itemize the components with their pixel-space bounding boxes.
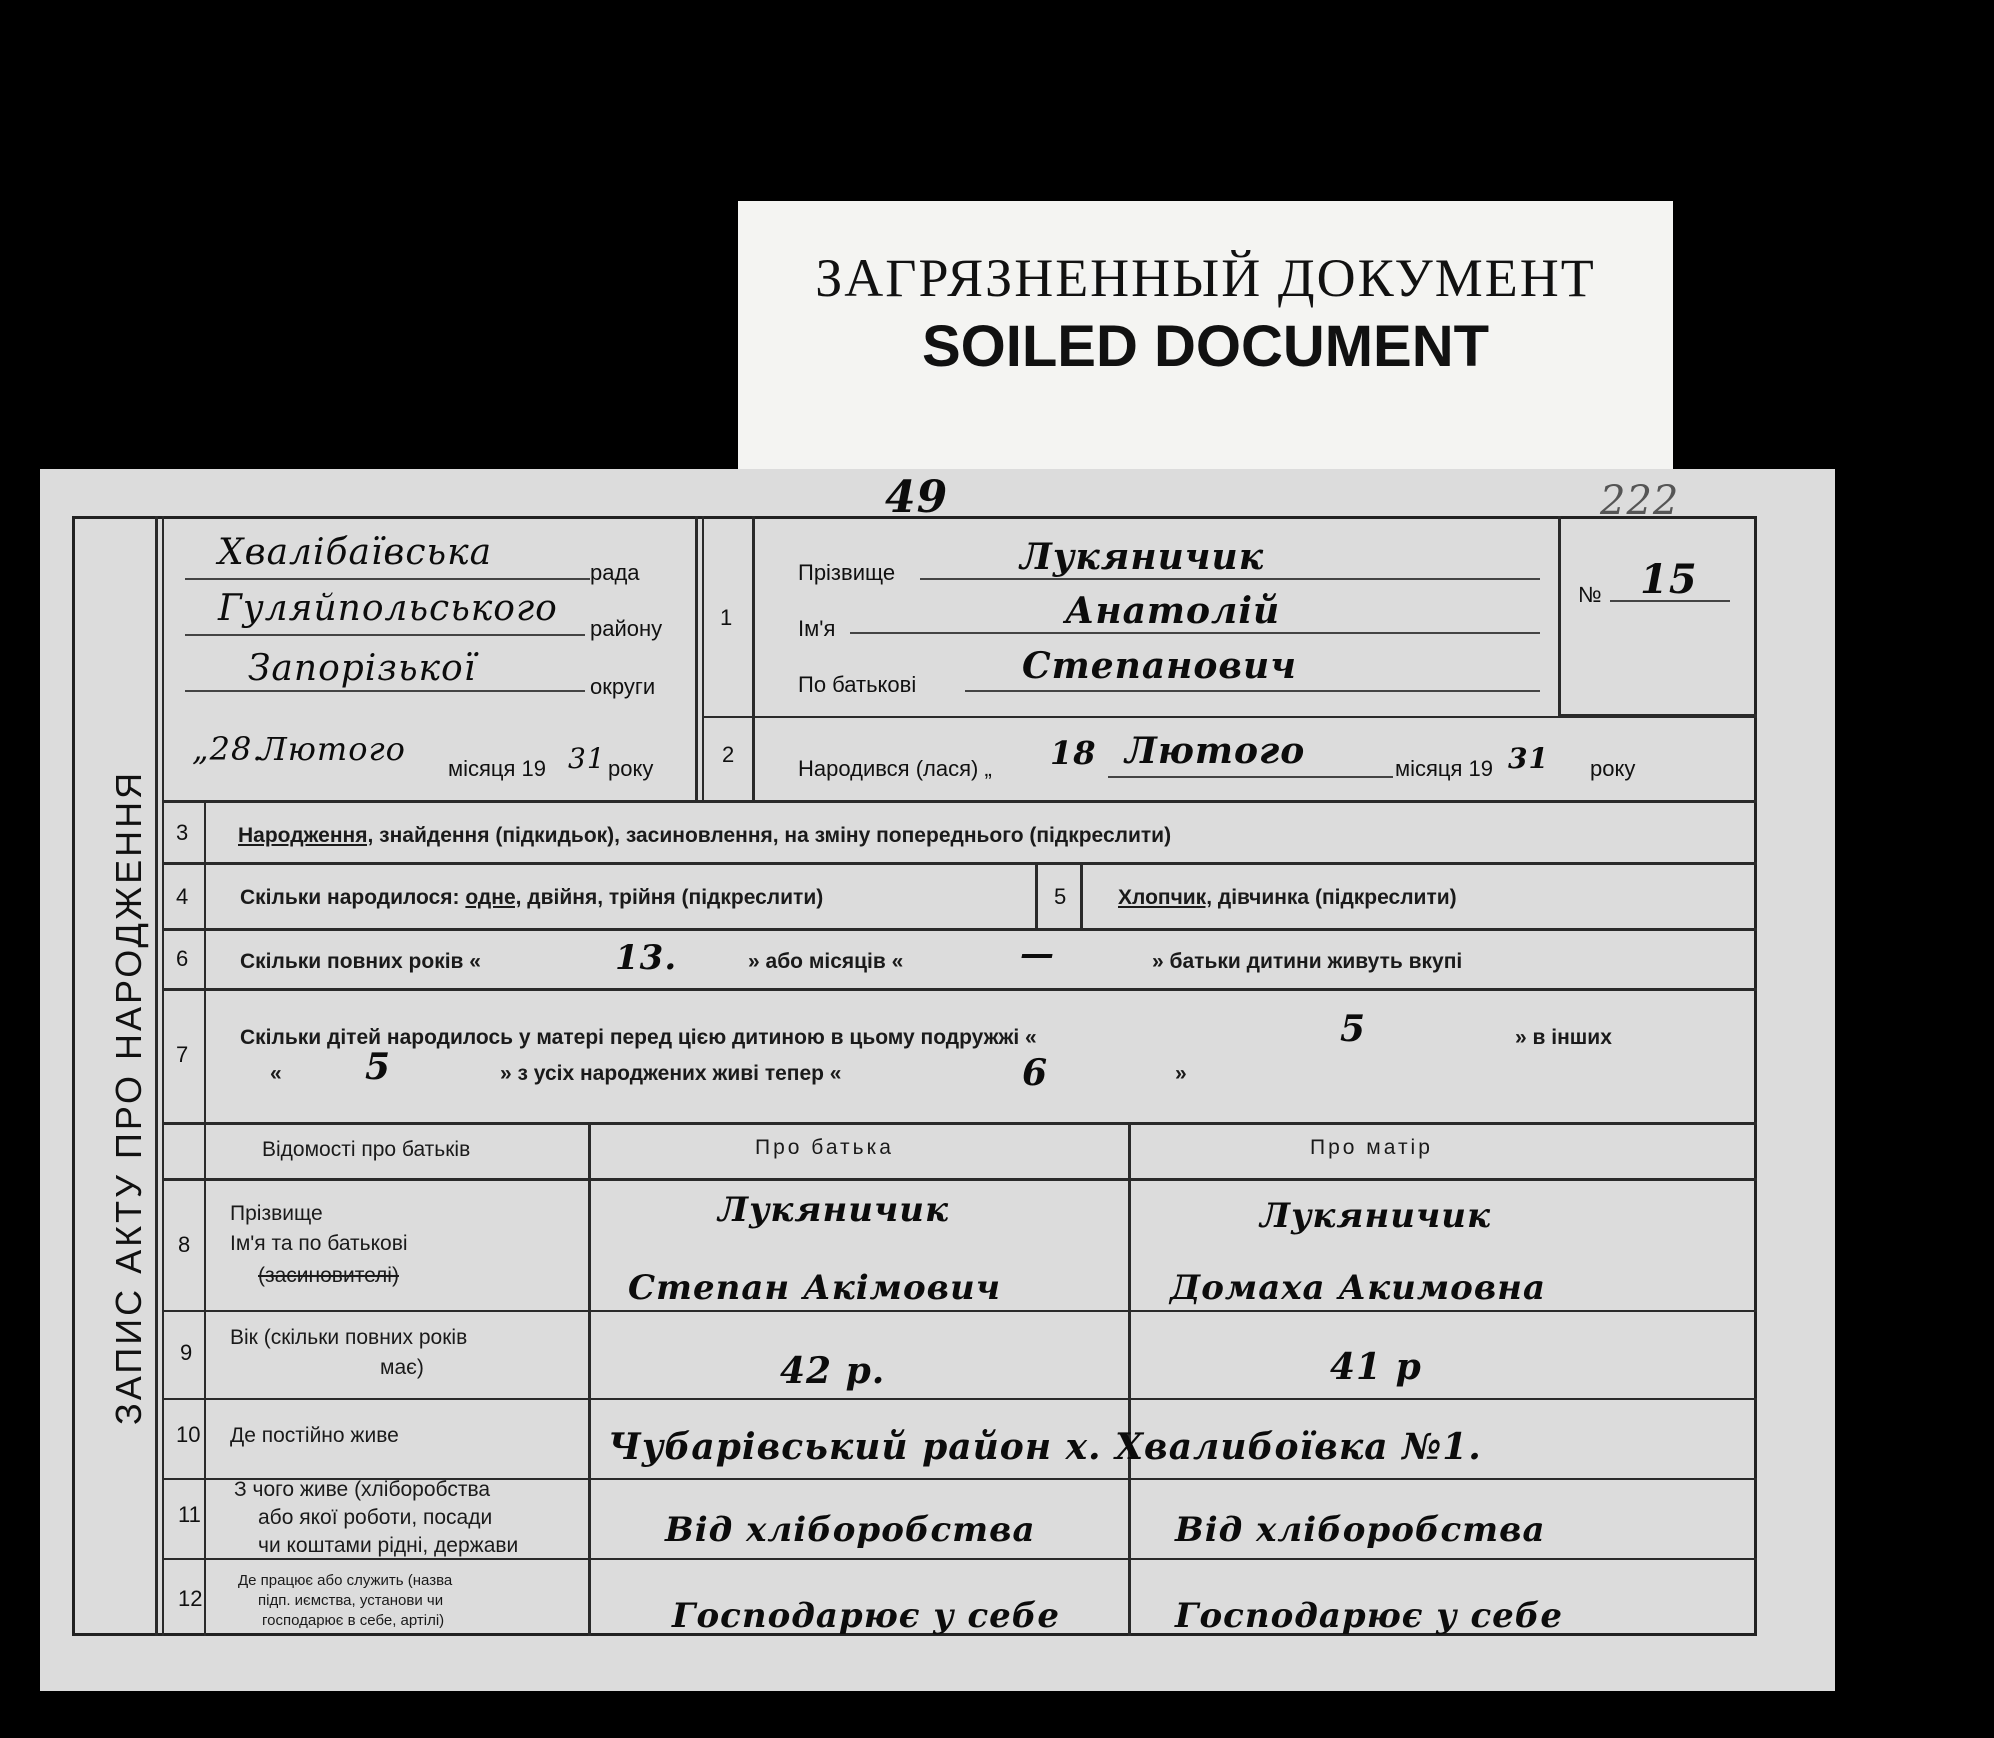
row9-bottom <box>162 1398 1757 1400</box>
name-label: Ім'я <box>798 616 836 641</box>
row10-number: 10 <box>176 1422 201 1447</box>
okruha-line <box>185 690 585 692</box>
rada-label: рада <box>590 560 640 585</box>
row7-children-other: 5 <box>365 1046 392 1088</box>
mother-age: 41 р <box>1330 1346 1422 1388</box>
row6-text-a: Скільки повних років « <box>240 950 481 973</box>
name-line <box>850 632 1540 634</box>
registration-month: Лютого <box>260 730 406 768</box>
father-surname: Лукяничик <box>718 1190 950 1230</box>
mother-occupation: Від хліборобства <box>1175 1510 1546 1550</box>
row7-line1: Скільки дітей народилось у матері перед цією дитиною в цьому подружжі « <box>240 1026 1037 1049</box>
row5-num-divider <box>1080 862 1083 928</box>
row9-label2: має) <box>380 1356 424 1379</box>
row7-line1-end: » в інших <box>1515 1026 1612 1049</box>
row8-bottom <box>162 1310 1757 1312</box>
patronymic-line <box>965 690 1540 692</box>
row7-line2: » з усіх народжених живі тепер « <box>500 1062 842 1085</box>
row3-bottom <box>162 862 1757 865</box>
row4-text-a: Скільки народилося: <box>240 886 466 909</box>
row1-number: 1 <box>720 605 733 630</box>
surname-line <box>920 578 1540 580</box>
row8-label3: (засиновителі) <box>258 1264 399 1287</box>
registration-year-label: року <box>608 756 654 781</box>
row7-alive: 6 <box>1022 1052 1049 1094</box>
row12-label2: підп. иємства, установи чи <box>258 1592 444 1609</box>
row4-text-b: двійня, трійня (підкреслити) <box>521 886 824 909</box>
born-label: Народився (лася) „ <box>798 756 992 781</box>
row11-number: 11 <box>178 1502 201 1527</box>
row11-label2: або якої роботи, посади <box>258 1506 493 1529</box>
birth-month-line <box>1108 776 1393 778</box>
birth-month-label: місяця 19 <box>1395 756 1494 781</box>
father-occupation: Від хліборобства <box>665 1510 1036 1550</box>
row8-number: 8 <box>178 1232 191 1257</box>
raion-value: Гуляйпольського <box>218 588 558 629</box>
header-divider-a <box>695 516 698 801</box>
surname-value: Лукяничик <box>1020 536 1265 578</box>
row6-bottom <box>162 988 1757 991</box>
row7-number: 7 <box>176 1042 189 1067</box>
record-number-value: 15 <box>1640 556 1698 603</box>
row9-number: 9 <box>180 1340 193 1365</box>
number-column-divider <box>204 800 206 1636</box>
row6-years: 13. <box>615 938 678 978</box>
rada-value: Хвалібаївська <box>218 532 493 573</box>
row6-text-c: » батьки дитини живуть вкупі <box>1152 950 1463 973</box>
row11-label1: З чого живе (хліборобства <box>234 1478 491 1501</box>
birth-day: 18 <box>1050 734 1097 772</box>
birth-year-label: року <box>1590 756 1636 781</box>
number-box-left <box>1558 516 1561 716</box>
row6-number: 6 <box>176 946 189 971</box>
row11-bottom <box>162 1558 1757 1560</box>
row4-bottom <box>162 928 1757 931</box>
father-workplace: Господарює у себе <box>672 1596 1060 1636</box>
page-number: 49 <box>885 472 949 523</box>
row7-open: « <box>270 1062 282 1085</box>
mother-surname: Лукяничик <box>1260 1196 1492 1236</box>
patronymic-label: По батькові <box>798 672 917 697</box>
father-name: Степан Акімович <box>628 1268 1002 1308</box>
row5-underlined: Хлопчик, <box>1118 886 1213 909</box>
row4-underlined: одне, <box>465 886 522 909</box>
row7-children-in-marriage: 5 <box>1340 1008 1367 1050</box>
row3-number: 3 <box>176 820 189 845</box>
father-mother-divider <box>1128 1122 1131 1636</box>
row11-label3: чи коштами рідні, держави <box>258 1534 519 1557</box>
parents-label-divider <box>588 1122 591 1636</box>
row8-label1: Прізвище <box>230 1202 323 1225</box>
label-russian: ЗАГРЯЗНЕННЫЙ ДОКУМЕНТ <box>815 248 1596 308</box>
label-english: SOILED DOCUMENT <box>921 314 1490 379</box>
row10-label: Де постійно живе <box>230 1424 399 1447</box>
row4-number: 4 <box>176 884 189 909</box>
corner-mark: 222 <box>1600 478 1680 524</box>
side-column-divider <box>155 516 158 1636</box>
row5-rest: дівчинка (підкреслити) <box>1212 886 1457 909</box>
row7-close: » <box>1175 1062 1187 1085</box>
row2-bottom <box>162 800 1757 803</box>
mother-name: Домаха Акимовна <box>1170 1268 1546 1308</box>
parents-header-bottom <box>162 1178 1757 1181</box>
side-title: ЗАПИС АКТУ ПРО НАРОДЖЕННЯ <box>108 769 149 1425</box>
row12-label1: Де працює або служить (назва <box>238 1572 453 1589</box>
row5-number: 5 <box>1054 884 1067 909</box>
row6-text-b: » або місяців « <box>748 950 904 973</box>
surname-label: Прізвище <box>798 560 896 585</box>
father-age: 42 р. <box>780 1350 886 1392</box>
okruha-value: Запорізької <box>248 648 477 689</box>
birth-year: 31 <box>1508 742 1549 775</box>
parents-header-info: Відомості про батьків <box>262 1138 471 1161</box>
row3-rest: знайдення (підкидьок), засиновлення, на зміну попереднього (підкреслити) <box>373 824 1172 847</box>
raion-line <box>185 634 585 636</box>
record-number-label: № <box>1578 582 1602 607</box>
raion-label: району <box>590 616 663 641</box>
row8-label2: Ім'я та по батькові <box>230 1232 408 1255</box>
residence-value: Чубарівський район х. Хвалибоївка №1. <box>608 1426 1482 1468</box>
row12-label3: господарює в себе, артілі) <box>262 1612 445 1629</box>
mother-workplace: Господарює у себе <box>1175 1596 1563 1636</box>
birth-month: Лютого <box>1125 730 1306 772</box>
okruha-label: округи <box>590 674 656 699</box>
parents-header-mother: Про матір <box>1310 1136 1433 1159</box>
soiled-document-label <box>738 201 1673 473</box>
registration-month-label: місяця 19 <box>448 756 547 781</box>
row4-5-divider <box>1035 862 1038 928</box>
rada-line <box>185 578 590 580</box>
row7-bottom <box>162 1122 1757 1125</box>
row2-number: 2 <box>722 742 735 767</box>
side-column-divider-inner <box>162 516 164 1636</box>
row3-underlined: Народження, <box>238 824 374 847</box>
name-value: Анатолій <box>1065 590 1281 632</box>
row4-text <box>240 886 823 910</box>
row3-text <box>238 824 1171 848</box>
header-divider-c <box>752 516 755 801</box>
row12-number: 12 <box>178 1586 203 1611</box>
registration-year: 31 <box>568 742 606 775</box>
patronymic-value: Степанович <box>1022 645 1297 687</box>
row5-text <box>1118 886 1457 910</box>
row6-months: — <box>1020 934 1055 974</box>
parents-header-father: Про батька <box>755 1136 894 1159</box>
row9-label1: Вік (скільки повних років <box>230 1326 468 1349</box>
row1-bottom <box>702 716 1757 718</box>
registration-date-prefix: „28. <box>192 730 264 768</box>
header-divider-b <box>702 516 704 801</box>
